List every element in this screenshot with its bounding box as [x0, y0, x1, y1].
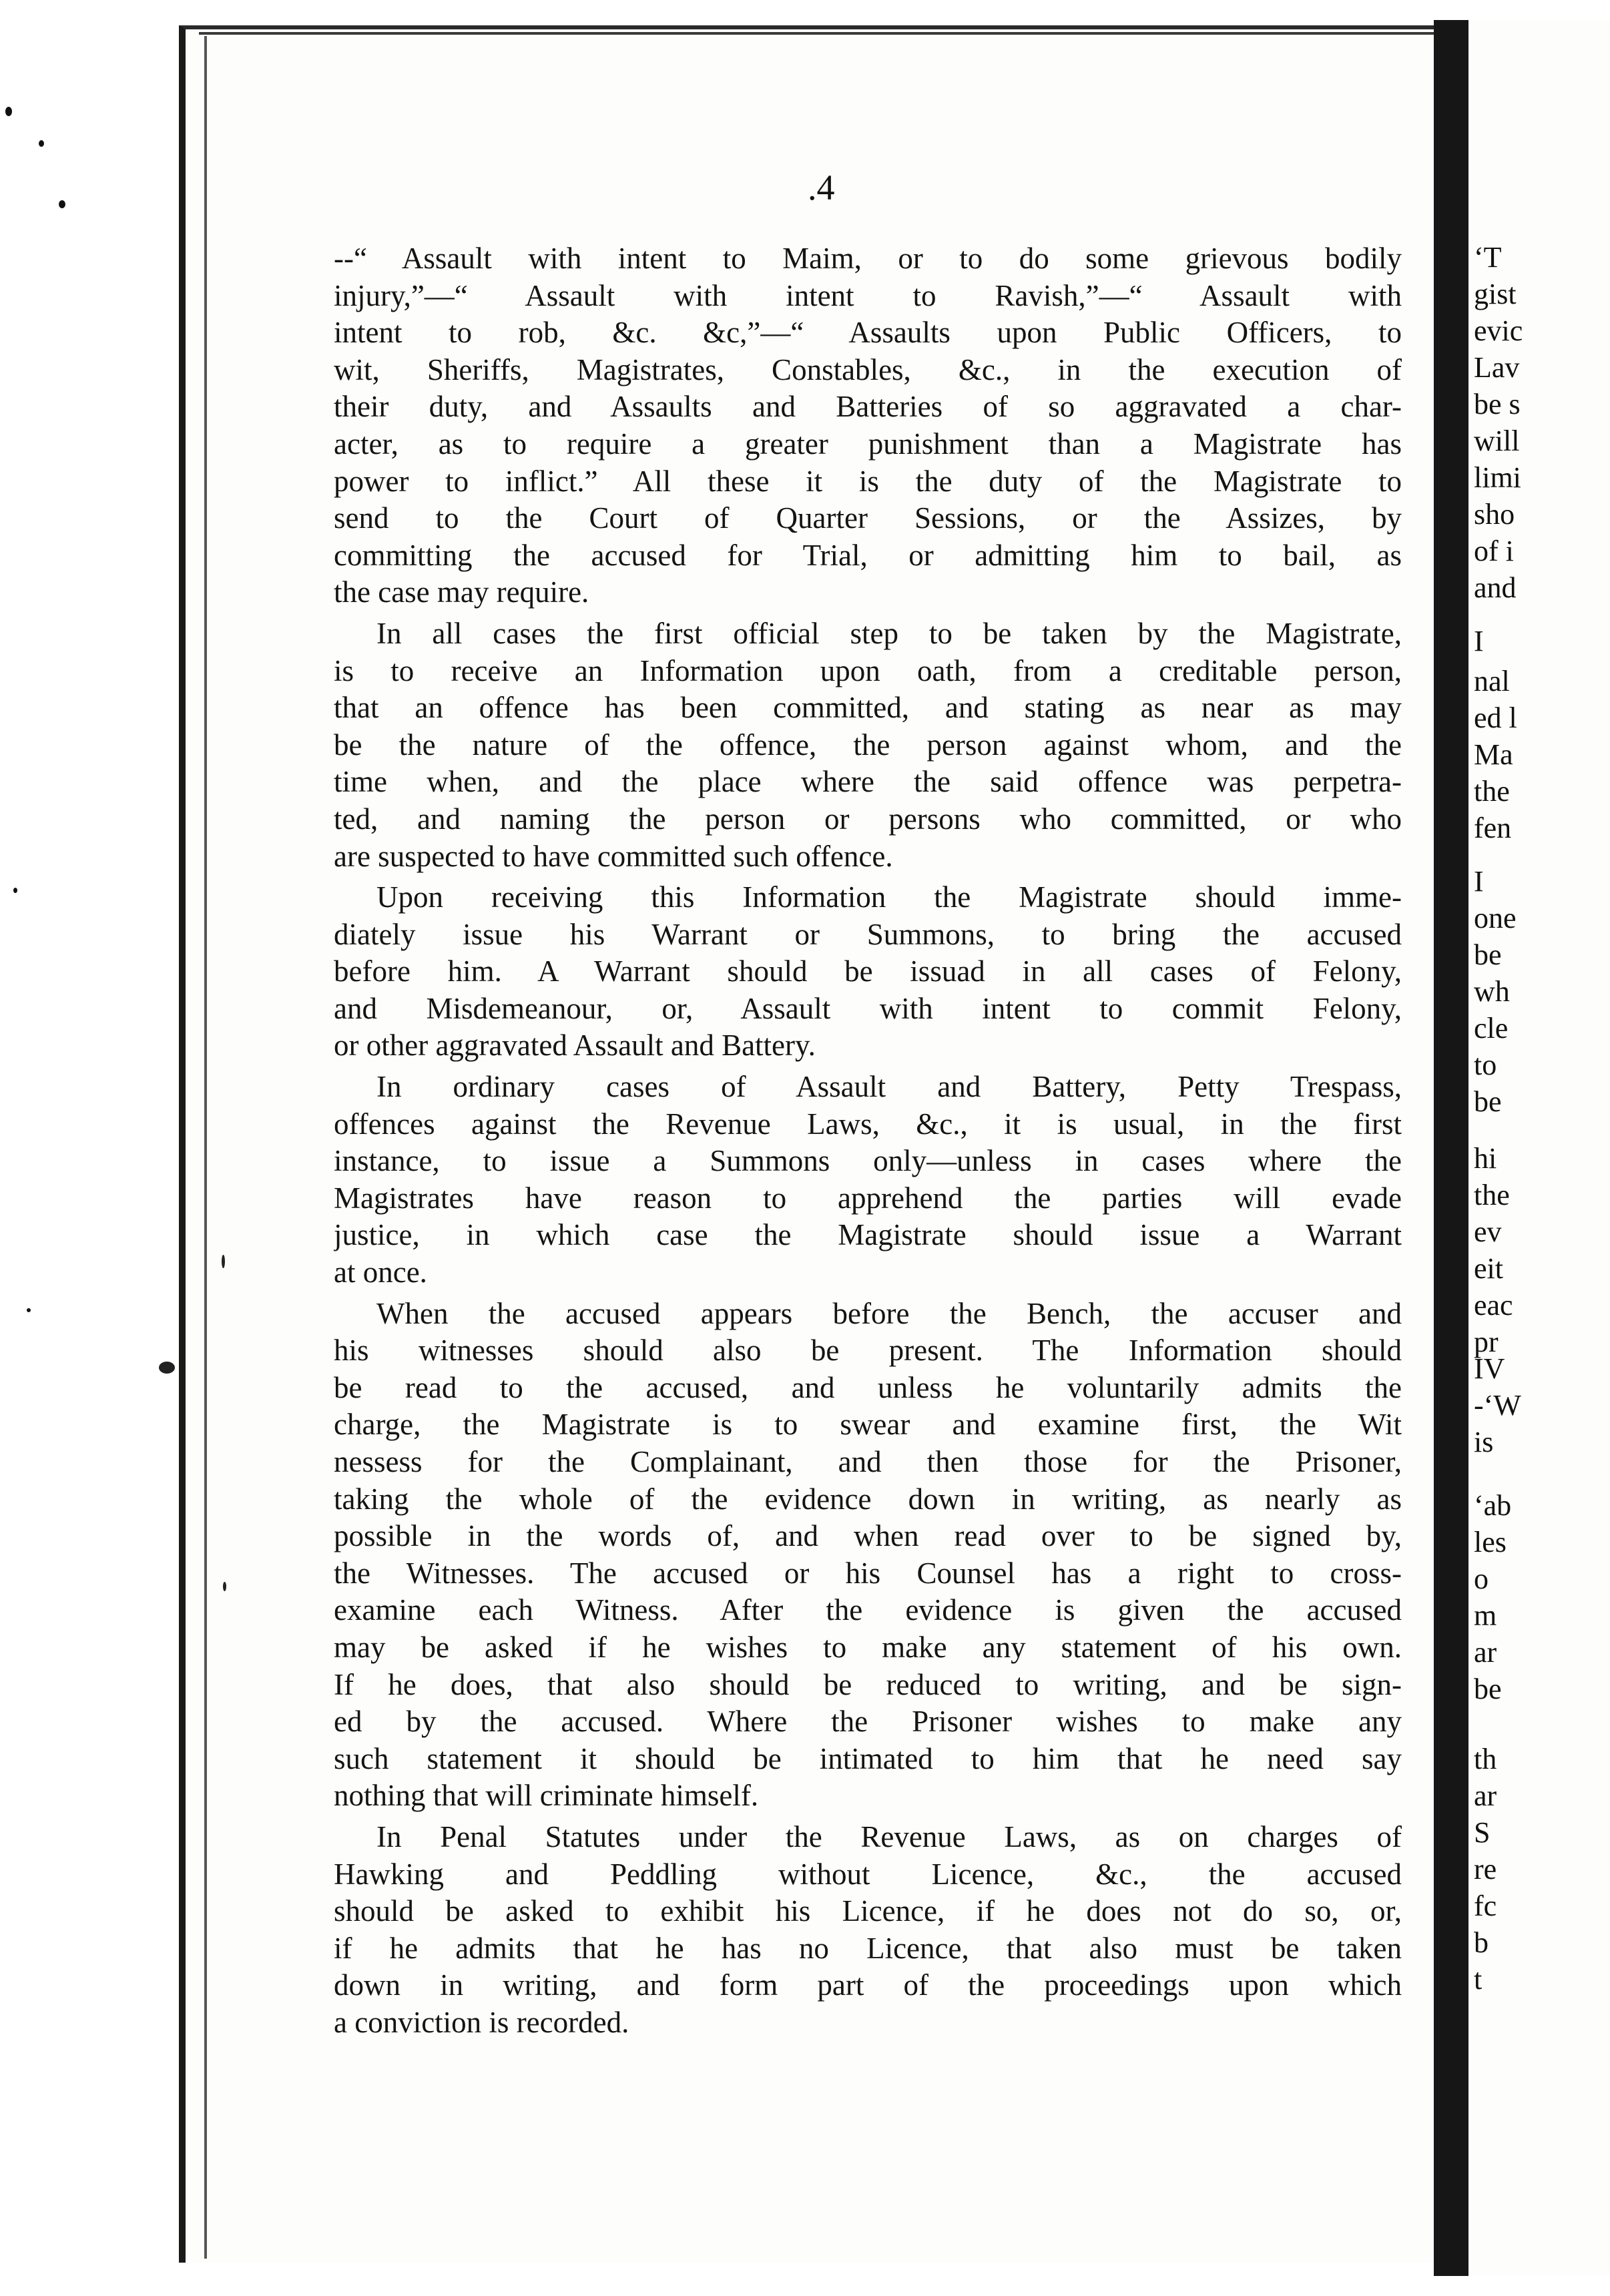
paragraph	[334, 1069, 1402, 1292]
next-page-text-fragment: be	[1474, 1085, 1502, 1118]
text-line: be read to the accused, and unless he voluntarily admits the	[334, 1370, 1402, 1404]
text-line: time when, and the place where the said offence was perpetra-	[334, 765, 1402, 799]
text-line: his witnesses should also be present. The Information should	[334, 1334, 1402, 1368]
text-line: charge, the Magistrate is to swear and examine first, the Wit	[334, 1408, 1402, 1442]
next-page-text-fragment: Ma	[1474, 738, 1513, 771]
next-page-text-fragment: the	[1474, 1179, 1510, 1211]
text-line: the case may require.	[334, 575, 589, 609]
text-line: justice, in which case the Magistrate should issue a Warrant	[334, 1218, 1402, 1252]
next-page-text-fragment: the	[1474, 775, 1510, 808]
text-line: Upon receiving this Information the Magistrate should imme-	[376, 880, 1402, 914]
ink-speck	[27, 1308, 31, 1312]
text-line: such statement it should be intimated to him that he need say	[334, 1741, 1402, 1775]
adjacent-page-fragment	[1468, 20, 1610, 2276]
next-page-text-fragment: one	[1474, 902, 1517, 934]
next-page-text-fragment: -‘W	[1474, 1389, 1521, 1422]
ink-speck	[159, 1362, 175, 1374]
paragraph	[334, 879, 1402, 1065]
next-page-text-fragment: pr	[1474, 1326, 1499, 1358]
text-line: their duty, and Assaults and Batteries of so aggravated a char-	[334, 390, 1402, 424]
next-page-text-fragment: th	[1474, 1743, 1497, 1775]
text-line: When the accused appears before the Bench, the accuser and	[376, 1296, 1402, 1330]
next-page-text-fragment: ‘ab	[1474, 1489, 1512, 1522]
text-line: In ordinary cases of Assault and Battery, Petty Trespass,	[376, 1070, 1402, 1104]
paragraph	[334, 615, 1402, 875]
page-top-edge	[199, 32, 1434, 35]
next-page-text-fragment: re	[1474, 1853, 1497, 1886]
text-line: committing the accused for Trial, or admitting him to bail, as	[334, 538, 1402, 572]
next-page-text-fragment: m	[1474, 1599, 1497, 1632]
ink-speck	[223, 1582, 226, 1591]
text-line: In all cases the first official step to be taken by the Magistrate,	[376, 616, 1402, 650]
text-line: or other aggravated Assault and Battery.	[334, 1029, 816, 1063]
text-line: acter, as to require a greater punishment than a Magistrate has	[334, 426, 1402, 461]
next-page-text-fragment: will	[1474, 424, 1520, 457]
page-binding-gutter	[1434, 20, 1468, 2276]
text-line: diately issue his Warrant or Summons, to bring the accused	[334, 917, 1402, 951]
text-line: examine each Witness. After the evidence is given the accused	[334, 1593, 1402, 1627]
text-line: the Witnesses. The accused or his Counsel has a right to cross-	[334, 1556, 1402, 1590]
next-page-text-fragment: b	[1474, 1926, 1489, 1959]
next-page-text-fragment: ar	[1474, 1779, 1497, 1812]
paragraph	[334, 240, 1402, 611]
scan-left-margin	[0, 0, 80, 2296]
next-page-text-fragment: to	[1474, 1049, 1497, 1081]
text-line: down in writing, and form part of the proceedings upon which	[334, 1968, 1402, 2002]
text-line: be the nature of the offence, the person against whom, and the	[334, 728, 1402, 762]
text-line: intent to rob, &c. &c,”—“ Assaults upon Public Officers, to	[334, 316, 1402, 350]
text-line: before him. A Warrant should be issuad in all cases of Felony,	[334, 954, 1402, 988]
text-line: ed by the accused. Where the Prisoner wishes to make any	[334, 1705, 1402, 1739]
text-line: Hawking and Peddling without Licence, &c., the accused	[334, 1857, 1402, 1891]
text-line: If he does, that also should be reduced to writing, and be sign-	[334, 1667, 1402, 1701]
ink-speck	[39, 140, 44, 147]
text-line: a conviction is recorded.	[334, 2005, 629, 2039]
text-line: ted, and naming the person or persons who committed, or who	[334, 802, 1402, 836]
next-page-text-fragment: cle	[1474, 1012, 1509, 1045]
next-page-text-fragment: fc	[1474, 1890, 1497, 1922]
next-page-text-fragment: sho	[1474, 498, 1515, 531]
next-page-text-fragment: eit	[1474, 1252, 1503, 1285]
next-page-text-fragment: is	[1474, 1426, 1494, 1458]
next-page-text-fragment: Lav	[1474, 351, 1520, 384]
next-page-text-fragment: ‘T	[1474, 241, 1502, 274]
text-line: at once.	[334, 1255, 427, 1289]
next-page-text-fragment: t	[1474, 1963, 1483, 1996]
next-page-text-fragment: limi	[1474, 461, 1521, 494]
text-line: that an offence has been committed, and stating as near as may	[334, 691, 1402, 725]
ink-speck	[13, 888, 17, 893]
text-line: instance, to issue a Summons only—unless in cases where the	[334, 1144, 1402, 1178]
next-page-text-fragment: ar	[1474, 1636, 1497, 1669]
ink-speck	[222, 1255, 225, 1268]
next-page-text-fragment: hi	[1474, 1142, 1497, 1175]
next-page-text-fragment: ed l	[1474, 701, 1517, 734]
text-line: may be asked if he wishes to make any statement of his own.	[334, 1630, 1402, 1664]
next-page-text-fragment: I	[1474, 865, 1484, 898]
next-page-text-fragment: S	[1474, 1816, 1491, 1849]
text-line: and Misdemeanour, or, Assault with intent to commit Felony,	[334, 991, 1402, 1025]
text-line: offences against the Revenue Laws, &c., it is usual, in the first	[334, 1107, 1402, 1141]
text-line: nothing that will criminate himself.	[334, 1779, 759, 1813]
ink-speck	[59, 200, 65, 208]
next-page-text-fragment: fen	[1474, 812, 1512, 844]
next-page-text-fragment: ev	[1474, 1215, 1502, 1248]
text-line: is to receive an Information upon oath, from a creditable person,	[334, 653, 1402, 687]
text-line: wit, Sheriffs, Magistrates, Constables, &c., in the execution of	[334, 352, 1402, 386]
page-number: .4	[808, 168, 835, 208]
next-page-text-fragment: o	[1474, 1562, 1489, 1595]
next-page-text-fragment: be	[1474, 938, 1502, 971]
paragraph	[334, 1296, 1402, 1815]
ink-speck	[5, 107, 12, 116]
text-line: taking the whole of the evidence down in writing, as nearly as	[334, 1482, 1402, 1516]
next-page-text-fragment: eac	[1474, 1289, 1513, 1322]
next-page-text-fragment: les	[1474, 1526, 1507, 1558]
next-page-text-fragment: wh	[1474, 975, 1510, 1008]
text-line: In Penal Statutes under the Revenue Laws, as on charges of	[376, 1819, 1402, 1853]
text-line: are suspected to have committed such offence.	[334, 839, 893, 873]
next-page-text-fragment: IV	[1474, 1352, 1505, 1385]
text-line: --“ Assault with intent to Maim, or to do some grievous bodily	[334, 242, 1402, 275]
text-line: possible in the words of, and when read over to be signed by,	[334, 1519, 1402, 1553]
next-page-text-fragment: I	[1474, 625, 1484, 657]
paragraph	[334, 1819, 1402, 2042]
next-page-text-fragment: be s	[1474, 388, 1521, 420]
text-line: Magistrates have reason to apprehend the parties will evade	[334, 1181, 1402, 1215]
text-line: nessess for the Complainant, and then those for the Prisoner,	[334, 1445, 1402, 1478]
text-line: if he admits that he has no Licence, that also must be taken	[334, 1931, 1402, 1965]
next-page-text-fragment: nal	[1474, 665, 1510, 697]
next-page-text-fragment: and	[1474, 571, 1517, 604]
body-text	[334, 240, 1402, 2046]
text-line: power to inflict.” All these it is the duty of the Magistrate to	[334, 464, 1402, 498]
next-page-text-fragment: gist	[1474, 278, 1517, 310]
next-page-text-fragment: evic	[1474, 314, 1523, 347]
next-page-text-fragment: be	[1474, 1673, 1502, 1705]
page-fold-line	[204, 36, 207, 2259]
next-page-text-fragment: of i	[1474, 535, 1514, 567]
text-line: should be asked to exhibit his Licence, if he does not do so, or,	[334, 1894, 1402, 1928]
text-line: send to the Court of Quarter Sessions, or the Assizes, by	[334, 501, 1402, 535]
text-line: injury,”—“ Assault with intent to Ravish,”—“ Assault with	[334, 278, 1402, 312]
